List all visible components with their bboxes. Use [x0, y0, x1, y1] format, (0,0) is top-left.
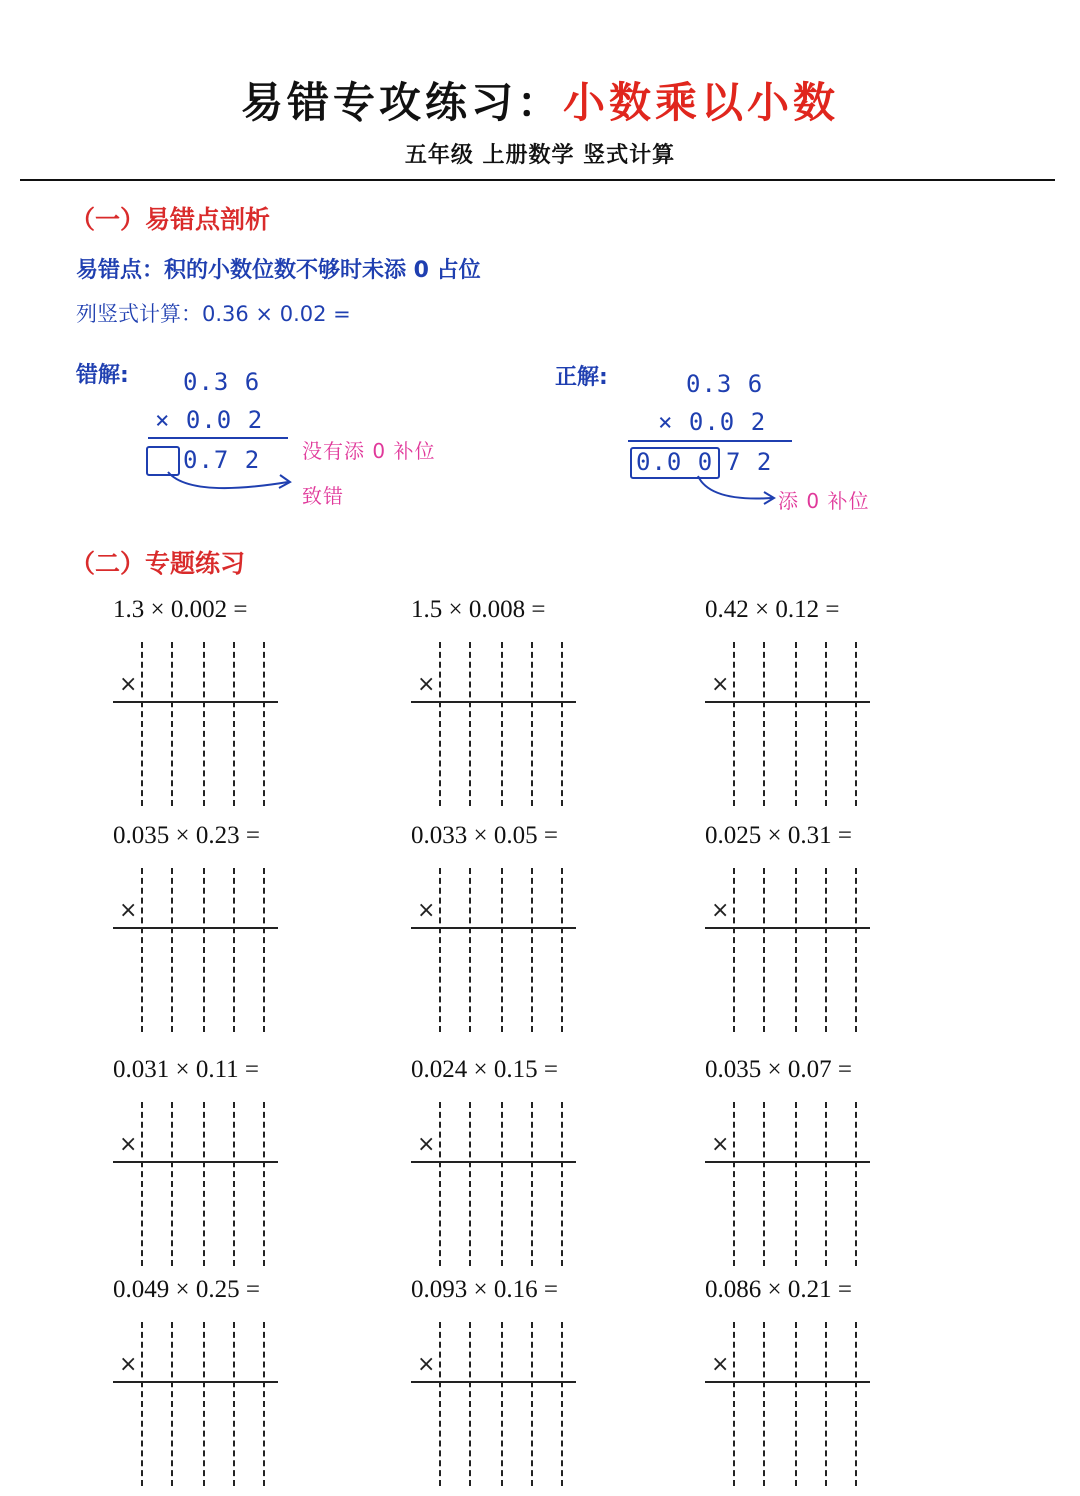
column-guide-line — [439, 642, 441, 806]
practice-problem — [113, 822, 413, 1042]
product-line — [113, 1381, 278, 1383]
column-guide-line — [263, 868, 265, 1032]
wrong-multiplicand: 0.3 6 — [183, 368, 261, 396]
column-guide-line — [263, 1322, 265, 1486]
column-guide-line — [795, 1322, 797, 1486]
practice-problem — [411, 1056, 711, 1276]
wrong-product: 0.7 2 — [183, 446, 261, 474]
column-guide-line — [171, 1102, 173, 1266]
wrong-arrow-icon — [150, 460, 300, 500]
title-highlight: 小数乘以小数 — [563, 78, 840, 127]
column-guide-line — [263, 642, 265, 806]
instruction: 列竖式计算：0.36 × 0.02 = — [76, 302, 351, 326]
multiply-sign: × — [711, 1132, 730, 1157]
column-guide-line — [263, 1102, 265, 1266]
column-guide-line — [203, 868, 205, 1032]
practice-problem — [411, 596, 711, 816]
right-product-digits: 7 2 — [726, 448, 773, 476]
multiply-sign: × — [711, 898, 730, 923]
column-guide-line — [795, 1102, 797, 1266]
wrong-label: 错解: — [76, 363, 129, 388]
column-guide-line — [469, 1322, 471, 1486]
column-guide-line — [531, 1322, 533, 1486]
problem-expression: 0.024 × 0.15 = — [411, 1056, 558, 1083]
problem-expression: 0.035 × 0.23 = — [113, 822, 260, 849]
column-guide-line — [795, 868, 797, 1032]
column-guide-line — [233, 642, 235, 806]
practice-problem — [411, 1276, 711, 1496]
practice-problem — [113, 1276, 413, 1496]
problem-expression: 0.025 × 0.31 = — [705, 822, 852, 849]
problem-expression: 0.031 × 0.11 = — [113, 1056, 260, 1083]
column-guide-line — [439, 868, 441, 1032]
practice-problem — [705, 596, 1005, 816]
product-line — [113, 701, 278, 703]
wrong-multiplier: × 0.0 2 — [155, 406, 264, 434]
column-guide-line — [825, 868, 827, 1032]
practice-problem — [705, 1056, 1005, 1276]
column-guide-line — [469, 1102, 471, 1266]
column-guide-line — [825, 1322, 827, 1486]
column-guide-line — [141, 868, 143, 1032]
multiply-sign: × — [711, 1352, 730, 1377]
problem-expression: 0.086 × 0.21 = — [705, 1276, 852, 1303]
problem-expression: 1.3 × 0.002 = — [113, 596, 248, 623]
column-guide-line — [439, 1102, 441, 1266]
problem-expression: 0.049 × 0.25 = — [113, 1276, 260, 1303]
problem-expression: 1.5 × 0.008 = — [411, 596, 546, 623]
column-guide-line — [469, 868, 471, 1032]
right-multiplier: × 0.0 2 — [658, 408, 767, 436]
column-guide-line — [203, 642, 205, 806]
column-guide-line — [763, 642, 765, 806]
column-guide-line — [203, 1322, 205, 1486]
column-guide-line — [561, 1322, 563, 1486]
header-divider — [20, 179, 1055, 181]
product-line — [705, 927, 870, 929]
column-guide-line — [531, 1102, 533, 1266]
column-guide-line — [501, 1322, 503, 1486]
wrong-result-line — [148, 437, 288, 439]
title-prefix: 易错专攻练习： — [240, 78, 563, 127]
problem-expression: 0.093 × 0.16 = — [411, 1276, 558, 1303]
column-guide-line — [233, 1102, 235, 1266]
right-result-line — [628, 440, 792, 442]
column-guide-line — [561, 642, 563, 806]
column-guide-line — [733, 642, 735, 806]
practice-problem — [113, 596, 413, 816]
column-guide-line — [763, 1102, 765, 1266]
practice-problem — [705, 1276, 1005, 1496]
column-guide-line — [233, 868, 235, 1032]
product-line — [411, 1381, 576, 1383]
product-line — [411, 927, 576, 929]
right-multiplicand: 0.3 6 — [686, 370, 764, 398]
multiply-sign: × — [417, 672, 436, 697]
multiply-sign: × — [119, 1352, 138, 1377]
column-guide-line — [203, 1102, 205, 1266]
page-title — [0, 70, 1080, 130]
practice-problem — [411, 822, 711, 1042]
column-guide-line — [795, 642, 797, 806]
column-guide-line — [501, 1102, 503, 1266]
product-line — [113, 927, 278, 929]
column-guide-line — [855, 1322, 857, 1486]
column-guide-line — [439, 1322, 441, 1486]
column-guide-line — [531, 642, 533, 806]
multiply-sign: × — [417, 1352, 436, 1377]
right-arrow-icon — [690, 470, 780, 510]
column-guide-line — [561, 1102, 563, 1266]
multiply-sign: × — [417, 898, 436, 923]
problem-expression: 0.42 × 0.12 = — [705, 596, 840, 623]
product-line — [705, 701, 870, 703]
practice-problem — [705, 822, 1005, 1042]
column-guide-line — [855, 1102, 857, 1266]
column-guide-line — [171, 868, 173, 1032]
column-guide-line — [855, 868, 857, 1032]
column-guide-line — [141, 1322, 143, 1486]
column-guide-line — [825, 1102, 827, 1266]
section2-heading: （二）专题练习 — [70, 549, 246, 578]
multiply-sign: × — [119, 898, 138, 923]
column-guide-line — [233, 1322, 235, 1486]
wrong-note-2: 致错 — [302, 484, 344, 508]
page-subtitle: 五年级 上册数学 竖式计算 — [404, 143, 676, 168]
column-guide-line — [171, 642, 173, 806]
right-product-zeros: 0.0 0 — [636, 448, 714, 476]
column-guide-line — [171, 1322, 173, 1486]
column-guide-line — [531, 868, 533, 1032]
problem-expression: 0.033 × 0.05 = — [411, 822, 558, 849]
column-guide-line — [733, 1322, 735, 1486]
practice-problem — [113, 1056, 413, 1276]
column-guide-line — [763, 1322, 765, 1486]
column-guide-line — [501, 642, 503, 806]
product-line — [705, 1161, 870, 1163]
column-guide-line — [501, 868, 503, 1032]
section1-heading: （一）易错点剖析 — [70, 205, 271, 234]
product-line — [411, 701, 576, 703]
right-note: 添 0 补位 — [778, 489, 870, 513]
column-guide-line — [733, 1102, 735, 1266]
multiply-sign: × — [711, 672, 730, 697]
column-guide-line — [469, 642, 471, 806]
product-line — [411, 1161, 576, 1163]
problem-expression: 0.035 × 0.07 = — [705, 1056, 852, 1083]
multiply-sign: × — [119, 1132, 138, 1157]
column-guide-line — [141, 642, 143, 806]
column-guide-line — [733, 868, 735, 1032]
multiply-sign: × — [417, 1132, 436, 1157]
multiply-sign: × — [119, 672, 138, 697]
error-point: 易错点：积的小数位数不够时未添 0 占位 — [76, 258, 481, 283]
product-line — [113, 1161, 278, 1163]
column-guide-line — [141, 1102, 143, 1266]
column-guide-line — [561, 868, 563, 1032]
wrong-note: 没有添 0 补位 — [302, 439, 436, 463]
column-guide-line — [825, 642, 827, 806]
right-label: 正解: — [555, 365, 608, 390]
product-line — [705, 1381, 870, 1383]
column-guide-line — [763, 868, 765, 1032]
column-guide-line — [855, 642, 857, 806]
